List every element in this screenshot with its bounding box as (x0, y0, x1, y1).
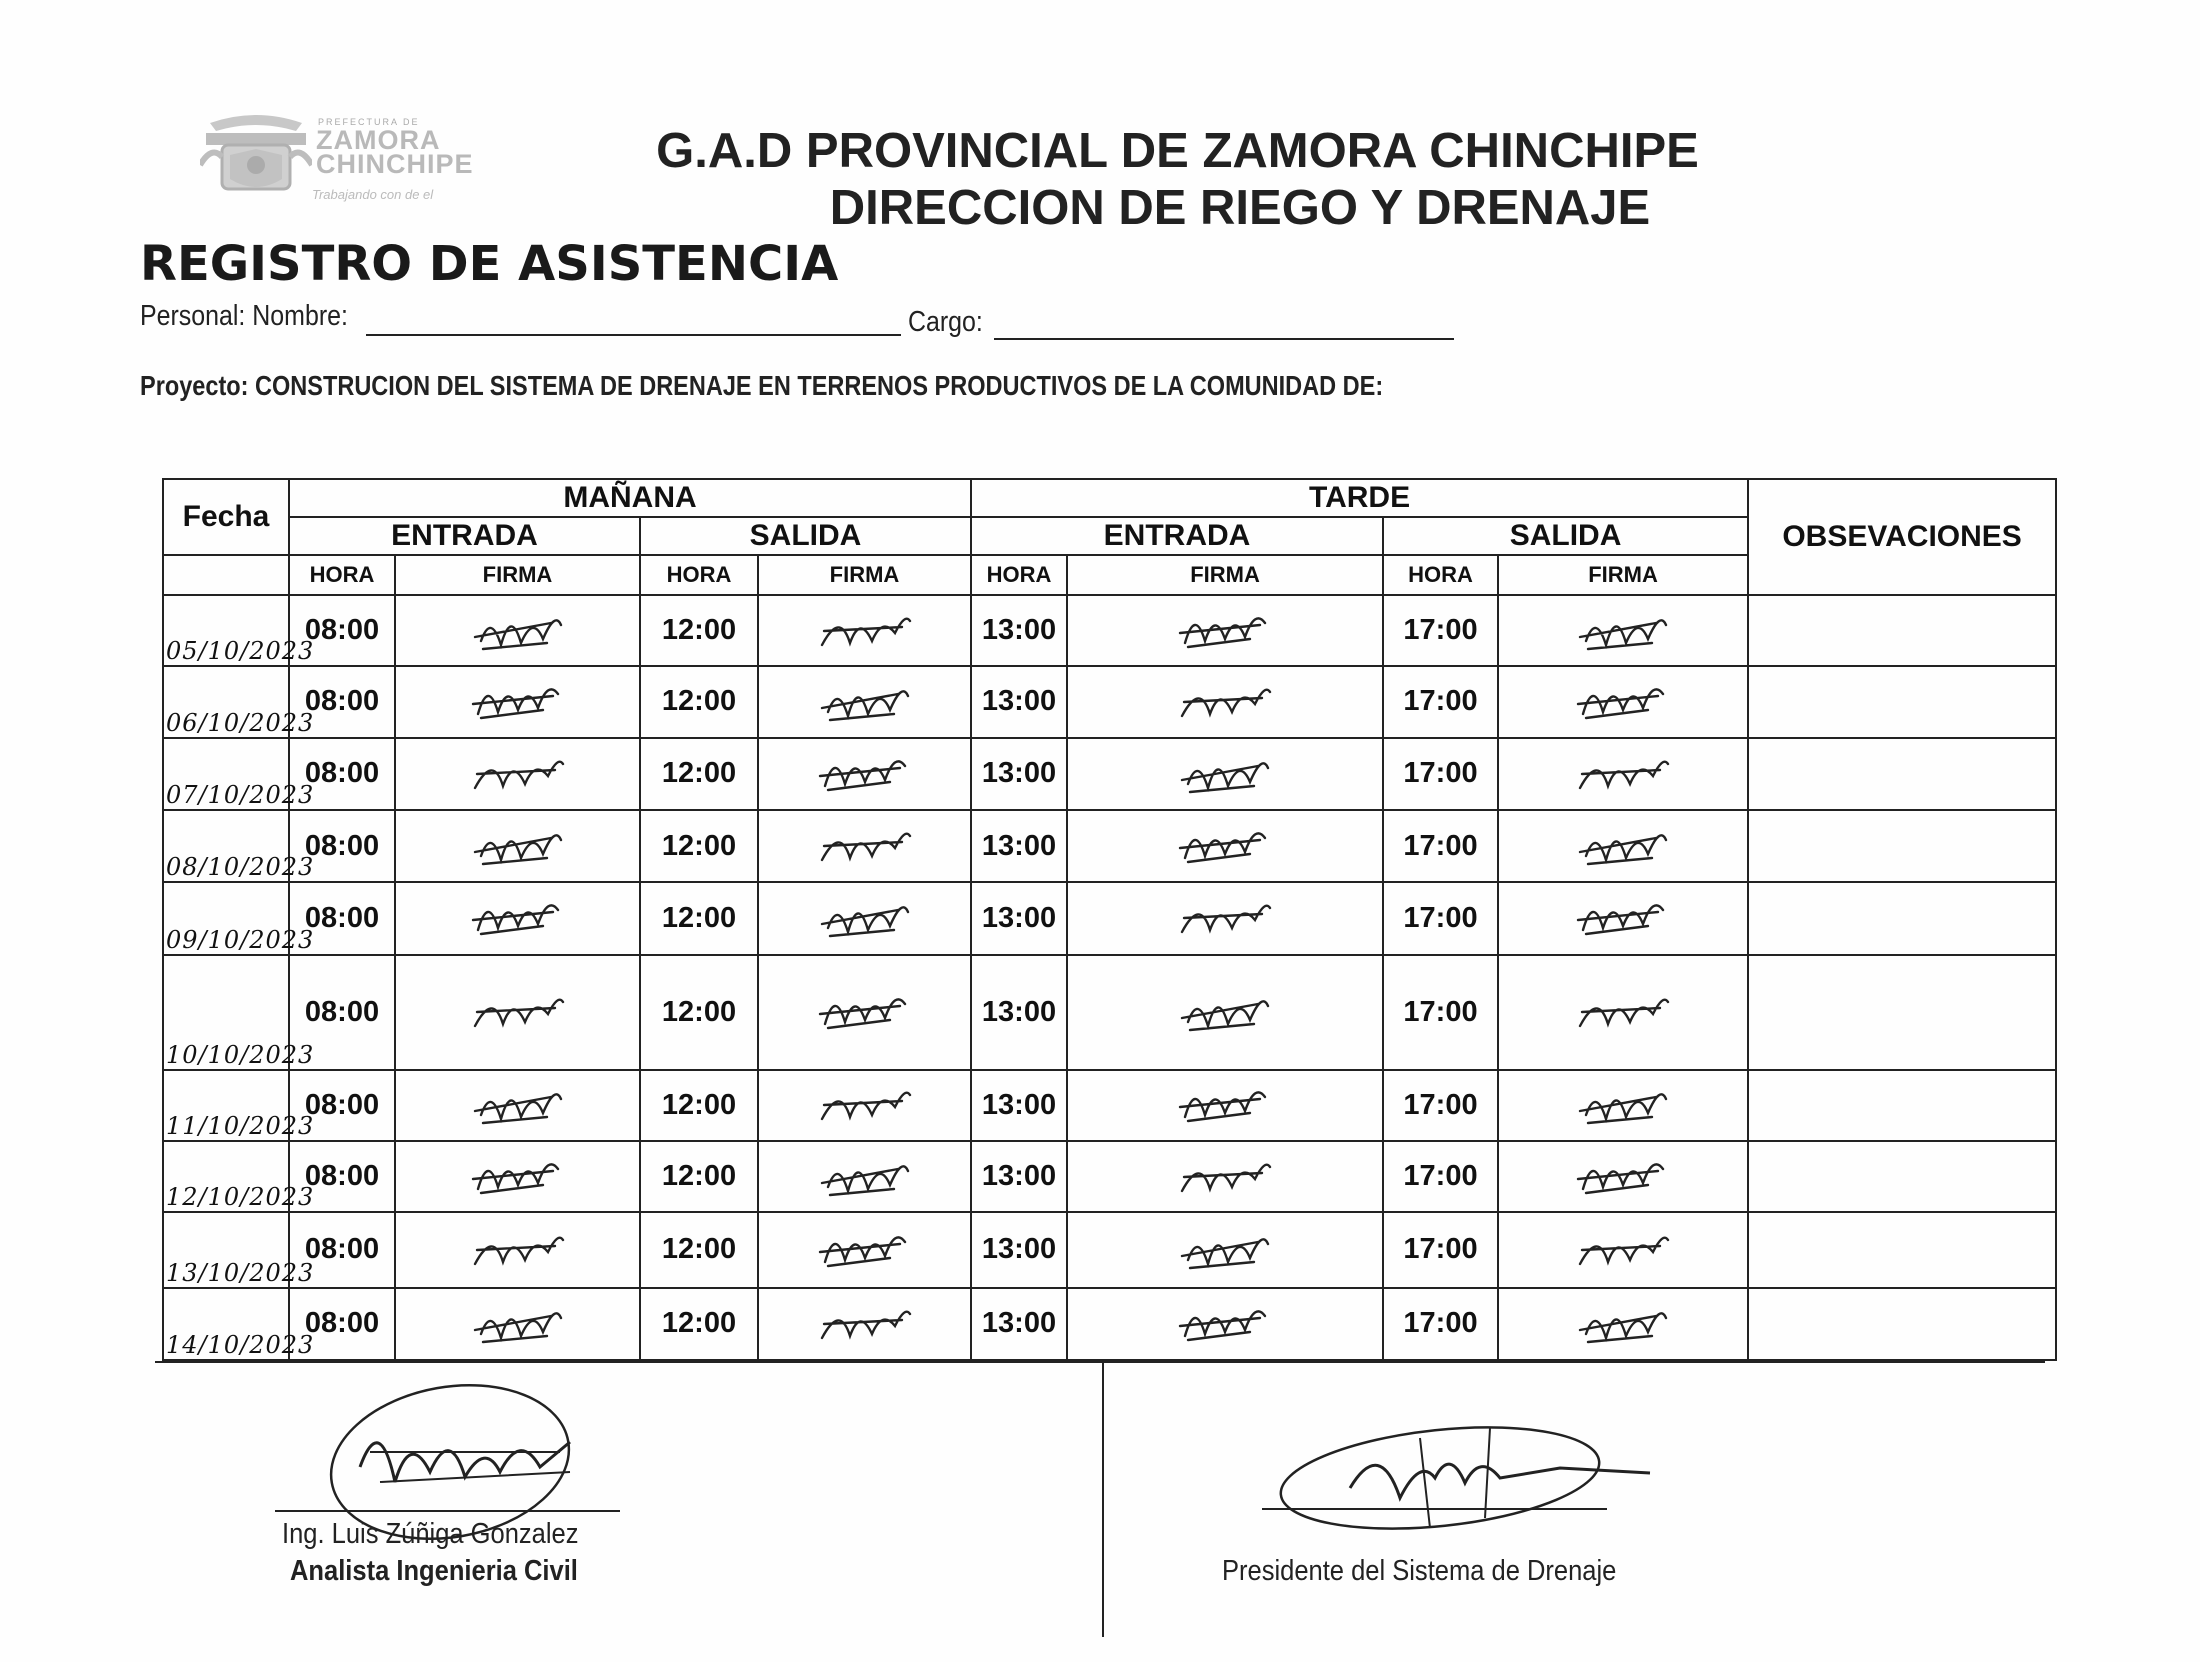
table-row (163, 1288, 2056, 1360)
tarde-entrada-firma (1067, 1070, 1383, 1141)
signature-icon (463, 1296, 573, 1352)
fecha-cell: 13/10/2023 (163, 1212, 289, 1287)
table-row (163, 1212, 2056, 1287)
manana-entrada-hora: 08:00 (289, 1212, 395, 1287)
signature-icon (1170, 1077, 1280, 1133)
observaciones-header: OBSEVACIONES (1748, 479, 2056, 595)
table-row (163, 666, 2056, 737)
manana-entrada-header: ENTRADA (289, 517, 640, 555)
tarde-salida-firma (1498, 666, 1748, 737)
manana-entrada-hora: 08:00 (289, 738, 395, 810)
manana-entrada-hora: 08:00 (289, 666, 395, 737)
table-row (163, 810, 2056, 882)
signature-icon (1170, 674, 1280, 730)
fecha-cell: 05/10/2023 (163, 595, 289, 666)
tarde-salida-header: SALIDA (1383, 517, 1748, 555)
tarde-entrada-header: ENTRADA (971, 517, 1383, 555)
header-title-1: G.A.D PROVINCIAL DE ZAMORA CHINCHIPE (656, 124, 1699, 178)
manana-salida-firma (758, 595, 971, 666)
tarde-salida-firma (1498, 1070, 1748, 1141)
footer-divider (1102, 1361, 1104, 1637)
signature-icon (1568, 890, 1678, 946)
signature-icon (1170, 1222, 1280, 1278)
tarde-salida-hora: 17:00 (1383, 1070, 1498, 1141)
document-title: REGISTRO DE ASISTENCIA (140, 236, 839, 292)
manana-entrada-firma (395, 1212, 640, 1287)
tarde-salida-firma (1498, 1212, 1748, 1287)
signature-icon (1568, 746, 1678, 802)
tarde-entrada-hora: 13:00 (971, 810, 1067, 882)
tarde-entrada-firma (1067, 810, 1383, 882)
tarde-entrada-hora: 13:00 (971, 1288, 1067, 1360)
manana-entrada-firma (395, 1141, 640, 1212)
signature-icon (1568, 603, 1678, 659)
tarde-entrada-firma (1067, 1288, 1383, 1360)
logo-line1: PREFECTURA DE (318, 117, 420, 127)
manana-salida-hora: 12:00 (640, 738, 758, 810)
fecha-cell: 06/10/2023 (163, 666, 289, 737)
manana-salida-firma (758, 882, 971, 954)
signature-icon (810, 1296, 920, 1352)
nombre-field[interactable] (366, 304, 901, 336)
manana-entrada-firma (395, 666, 640, 737)
tarde-entrada-firma (1067, 595, 1383, 666)
manana-salida-firma (758, 810, 971, 882)
manana-salida-hora: 12:00 (640, 1141, 758, 1212)
signature-icon (1170, 746, 1280, 802)
manana-salida-hora: 12:00 (640, 1070, 758, 1141)
signature-icon (1568, 1296, 1678, 1352)
signature-icon (463, 603, 573, 659)
hora-header: HORA (971, 555, 1067, 595)
observaciones-cell (1748, 882, 2056, 954)
table-row (163, 1070, 2056, 1141)
manana-entrada-firma (395, 1288, 640, 1360)
manana-entrada-firma (395, 882, 640, 954)
tarde-entrada-hora: 13:00 (971, 595, 1067, 666)
tarde-salida-hora: 17:00 (1383, 882, 1498, 954)
tarde-salida-firma (1498, 955, 1748, 1070)
tarde-entrada-hora: 13:00 (971, 955, 1067, 1070)
signature-icon (463, 674, 573, 730)
manana-salida-hora: 12:00 (640, 595, 758, 666)
tarde-entrada-firma (1067, 1141, 1383, 1212)
tarde-salida-hora: 17:00 (1383, 1141, 1498, 1212)
signature-icon (810, 1149, 920, 1205)
manana-salida-hora: 12:00 (640, 882, 758, 954)
manana-entrada-hora: 08:00 (289, 1141, 395, 1212)
observaciones-cell (1748, 1070, 2056, 1141)
fecha-cell: 14/10/2023 (163, 1288, 289, 1360)
manana-salida-hora: 12:00 (640, 666, 758, 737)
manana-salida-firma (758, 1070, 971, 1141)
right-signer-role: Presidente del Sistema de Drenaje (1222, 1555, 1617, 1587)
tarde-entrada-firma (1067, 738, 1383, 810)
fecha-cell: 09/10/2023 (163, 882, 289, 954)
manana-salida-firma (758, 955, 971, 1070)
manana-salida-firma (758, 1141, 971, 1212)
tarde-salida-hora: 17:00 (1383, 738, 1498, 810)
manana-salida-firma (758, 738, 971, 810)
fecha-cell: 11/10/2023 (163, 1070, 289, 1141)
firma-header: FIRMA (758, 555, 971, 595)
observaciones-cell (1748, 955, 2056, 1070)
tarde-entrada-firma (1067, 882, 1383, 954)
tarde-salida-hora: 17:00 (1383, 666, 1498, 737)
fecha-cell: 07/10/2023 (163, 738, 289, 810)
manana-entrada-hora: 08:00 (289, 595, 395, 666)
attendance-table (162, 478, 2057, 1361)
signature-icon (1568, 1222, 1678, 1278)
logo-line2: ZAMORA (316, 125, 441, 155)
signature-icon (1170, 603, 1280, 659)
manana-entrada-hora: 08:00 (289, 955, 395, 1070)
manana-entrada-hora: 08:00 (289, 810, 395, 882)
tarde-salida-hora: 17:00 (1383, 1288, 1498, 1360)
hora-header: HORA (640, 555, 758, 595)
signature-icon (1568, 674, 1678, 730)
left-signer-name: Ing. Luis Zúñiga Gonzalez (282, 1518, 579, 1550)
signature-icon (463, 1149, 573, 1205)
fecha-cell: 10/10/2023 (163, 955, 289, 1070)
signature-icon (810, 818, 920, 874)
right-signature-icon (1260, 1408, 1660, 1538)
signature-icon (1170, 1296, 1280, 1352)
manana-salida-hora: 12:00 (640, 810, 758, 882)
tarde-entrada-firma (1067, 666, 1383, 737)
tarde-salida-firma (1498, 595, 1748, 666)
signature-icon (810, 1222, 920, 1278)
left-signature-line (275, 1510, 620, 1512)
left-signer-role: Analista Ingenieria Civil (290, 1555, 578, 1587)
manana-salida-hora: 12:00 (640, 955, 758, 1070)
signature-icon (1170, 984, 1280, 1040)
signature-icon (810, 1077, 920, 1133)
tarde-entrada-hora: 13:00 (971, 1141, 1067, 1212)
signature-icon (810, 984, 920, 1040)
table-row (163, 738, 2056, 810)
manana-entrada-firma (395, 1070, 640, 1141)
tarde-salida-hora: 17:00 (1383, 595, 1498, 666)
tarde-salida-firma (1498, 882, 1748, 954)
signature-icon (1170, 818, 1280, 874)
header-title-2: DIRECCION DE RIEGO Y DRENAJE (829, 181, 1651, 235)
left-signature-icon (300, 1372, 620, 1542)
firma-header: FIRMA (1067, 555, 1383, 595)
observaciones-cell (1748, 810, 2056, 882)
signature-icon (1568, 984, 1678, 1040)
fecha-cell: 12/10/2023 (163, 1141, 289, 1212)
signature-icon (810, 890, 920, 946)
signature-icon (1170, 890, 1280, 946)
manana-salida-hora: 12:00 (640, 1288, 758, 1360)
table-row (163, 955, 2056, 1070)
signature-icon (463, 890, 573, 946)
logo-tagline: Trabajando con de el (312, 187, 434, 202)
signature-icon (463, 746, 573, 802)
proyecto-line: Proyecto: CONSTRUCION DEL SISTEMA DE DRENAJE EN TERRENOS PRODUCTIVOS DE LA COMUNIDAD DE: (140, 370, 1384, 401)
manana-entrada-firma (395, 955, 640, 1070)
tarde-salida-hora: 17:00 (1383, 810, 1498, 882)
manana-entrada-firma (395, 810, 640, 882)
tarde-salida-hora: 17:00 (1383, 1212, 1498, 1287)
tarde-salida-firma (1498, 810, 1748, 882)
table-row (163, 882, 2056, 954)
cargo-label: Cargo: (908, 306, 983, 338)
observaciones-cell (1748, 666, 2056, 737)
signature-icon (1568, 818, 1678, 874)
fecha-header: Fecha (163, 479, 289, 555)
firma-header: FIRMA (1498, 555, 1748, 595)
table-row (163, 1141, 2056, 1212)
right-signature-line (1262, 1508, 1607, 1510)
tarde-entrada-firma (1067, 1212, 1383, 1287)
table-row (163, 595, 2056, 666)
fecha-cell: 08/10/2023 (163, 810, 289, 882)
signature-icon (463, 1077, 573, 1133)
tarde-salida-firma (1498, 1141, 1748, 1212)
signature-icon (810, 603, 920, 659)
observaciones-cell (1748, 1141, 2056, 1212)
hora-header: HORA (289, 555, 395, 595)
signature-icon (463, 1222, 573, 1278)
signature-icon (810, 746, 920, 802)
signature-icon (1568, 1149, 1678, 1205)
tarde-entrada-hora: 13:00 (971, 1070, 1067, 1141)
firma-header: FIRMA (395, 555, 640, 595)
manana-salida-header: SALIDA (640, 517, 971, 555)
logo-line3: CHINCHIPE (316, 149, 474, 179)
manana-entrada-hora: 08:00 (289, 882, 395, 954)
tarde-entrada-hora: 13:00 (971, 1212, 1067, 1287)
tarde-salida-firma (1498, 738, 1748, 810)
manana-entrada-hora: 08:00 (289, 1288, 395, 1360)
cargo-field[interactable] (994, 308, 1454, 340)
manana-entrada-firma (395, 738, 640, 810)
manana-header: MAÑANA (289, 479, 971, 517)
tarde-entrada-firma (1067, 955, 1383, 1070)
observaciones-cell (1748, 1288, 2056, 1360)
manana-salida-hora: 12:00 (640, 1212, 758, 1287)
tarde-salida-firma (1498, 1288, 1748, 1360)
manana-entrada-firma (395, 595, 640, 666)
observaciones-cell (1748, 738, 2056, 810)
tarde-salida-hora: 17:00 (1383, 955, 1498, 1070)
tarde-entrada-hora: 13:00 (971, 882, 1067, 954)
tarde-entrada-hora: 13:00 (971, 738, 1067, 810)
nombre-label: Personal: Nombre: (140, 300, 348, 332)
manana-entrada-hora: 08:00 (289, 1070, 395, 1141)
tarde-entrada-hora: 13:00 (971, 666, 1067, 737)
fecha-subheader (163, 555, 289, 595)
manana-salida-firma (758, 1288, 971, 1360)
observaciones-cell (1748, 595, 2056, 666)
observaciones-cell (1748, 1212, 2056, 1287)
signature-icon (463, 818, 573, 874)
hora-header: HORA (1383, 555, 1498, 595)
signature-icon (1568, 1077, 1678, 1133)
tarde-header: TARDE (971, 479, 1748, 517)
signature-icon (1170, 1149, 1280, 1205)
manana-salida-firma (758, 1212, 971, 1287)
signature-icon (810, 674, 920, 730)
signature-icon (463, 984, 573, 1040)
manana-salida-firma (758, 666, 971, 737)
